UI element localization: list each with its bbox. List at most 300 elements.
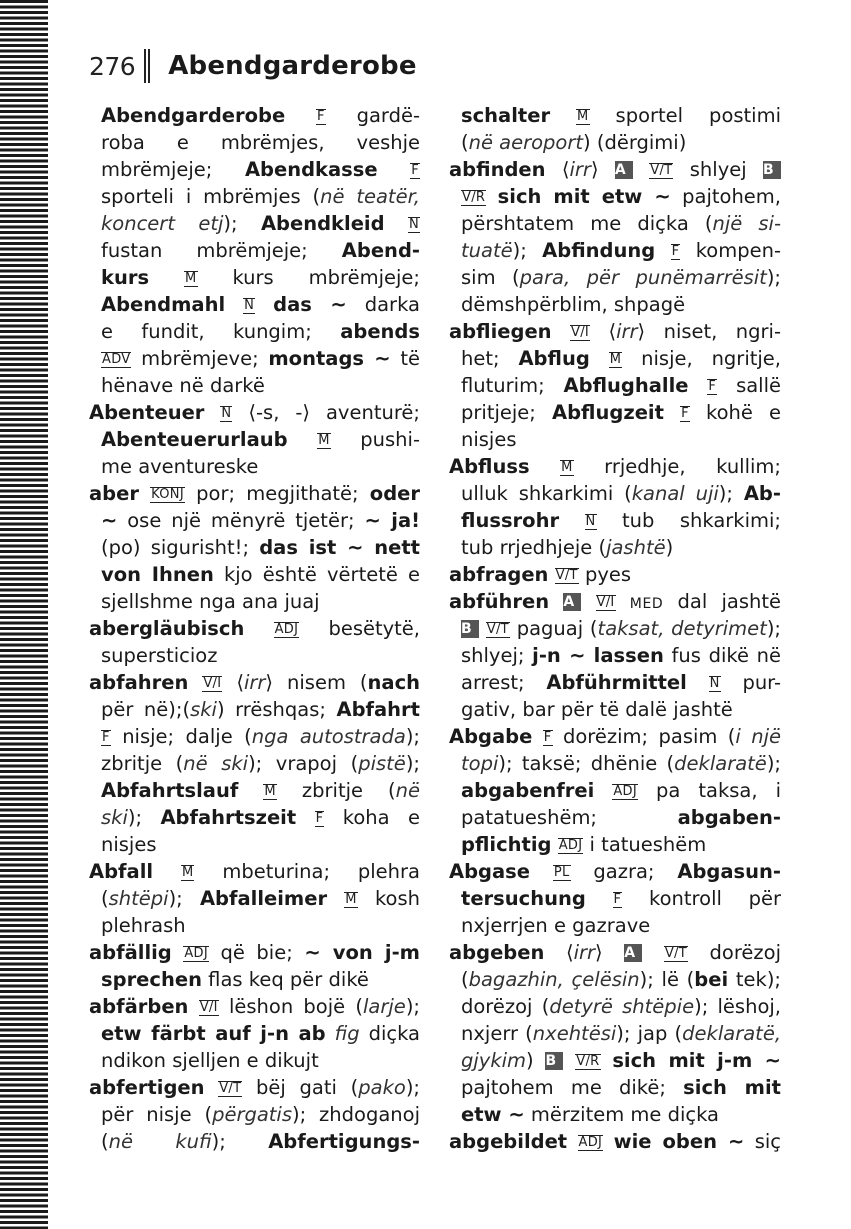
- bold-term: flussrohr: [461, 509, 560, 532]
- grammar-tag: ADJ: [578, 1135, 603, 1150]
- text: kohë e: [689, 401, 782, 424]
- text: patatueshëm;: [461, 806, 678, 829]
- text: [590, 347, 609, 370]
- entry-continuation-line: [449, 426, 781, 453]
- text: [288, 428, 318, 451]
- entry-continuation-line: [89, 129, 420, 156]
- grammar-tag: F: [315, 811, 324, 826]
- bold-term: schalter: [461, 104, 551, 127]
- bold-term: abfahren: [89, 671, 189, 694]
- grammar-tag: V/I: [571, 325, 590, 340]
- text: [581, 590, 595, 613]
- text: [378, 158, 411, 181]
- bold-term: Abfall: [89, 860, 154, 883]
- entry-continuation-line: [89, 507, 420, 534]
- text: ) rrëshqas;: [216, 698, 337, 721]
- text: ): [526, 1049, 546, 1072]
- entry-continuation-line: [89, 1020, 420, 1047]
- bold-term: abfärben: [89, 995, 189, 1018]
- bold-term: ~ ja!: [364, 509, 420, 532]
- text: );: [405, 995, 420, 1018]
- italic-gloss: topi: [461, 752, 499, 775]
- text: besëtytë,: [299, 617, 420, 640]
- text: [655, 239, 670, 262]
- text: sporteli i mbrëmjes (: [101, 185, 321, 208]
- bold-term: abends: [340, 320, 420, 343]
- grammar-tag: F: [543, 730, 552, 745]
- text: nisje, ngritje,: [622, 347, 781, 370]
- bold-term: ~: [101, 509, 118, 532]
- bold-term: Abendgarderobe: [101, 104, 286, 127]
- entry-headword-line: [89, 480, 420, 507]
- text: pur-: [720, 671, 781, 694]
- text: ): [665, 536, 674, 559]
- grammar-tag: M: [561, 460, 573, 475]
- sense-label-box: A: [624, 944, 642, 962]
- entry-continuation-line: [89, 534, 420, 561]
- italic-gloss: irr: [569, 158, 591, 181]
- sense-label-box: A: [615, 161, 633, 179]
- text: sallë: [717, 374, 782, 397]
- bold-term: Abgase: [449, 860, 530, 883]
- grammar-tag: V/I: [199, 1000, 218, 1015]
- left-column: [89, 102, 420, 1155]
- text: [149, 266, 184, 289]
- italic-gloss: në teatër,: [320, 185, 420, 208]
- bold-term: Abendkleid: [260, 212, 385, 235]
- text: );: [211, 1130, 269, 1153]
- entry-headword-line: [449, 561, 781, 588]
- text: e fundit, kungim;: [101, 320, 341, 343]
- entry-continuation-line: [449, 1020, 781, 1047]
- italic-gloss: në kufi: [108, 1130, 212, 1153]
- grammar-tag: F: [411, 163, 419, 178]
- grammar-tag: M: [577, 109, 589, 124]
- italic-gloss: gjykim: [461, 1049, 527, 1072]
- text: ); jap (: [616, 1022, 683, 1045]
- entry-continuation-line: [89, 750, 420, 777]
- text: );: [766, 266, 781, 289]
- italic-gloss: pistë: [358, 752, 406, 775]
- text: me aventureske: [101, 455, 259, 478]
- text: dorëzoj (: [461, 995, 550, 1018]
- text: gardë-: [325, 104, 420, 127]
- text: [296, 806, 314, 829]
- text: [586, 887, 613, 910]
- text: i tatueshëm: [583, 833, 707, 856]
- italic-gloss: në aeroport: [468, 131, 584, 154]
- grammar-tag: ADJ: [558, 838, 583, 853]
- bold-term: Abenteuer: [89, 401, 205, 424]
- text: shlyej;: [461, 644, 533, 667]
- text: siç: [744, 1130, 782, 1153]
- entry-continuation-line: [449, 831, 781, 858]
- entry-headword-line: [89, 669, 420, 696]
- text: ⟨: [222, 671, 244, 694]
- grammar-tag: N: [244, 298, 255, 313]
- italic-gloss: përgatis: [212, 1103, 293, 1126]
- italic-gloss: irr: [243, 671, 266, 694]
- text: tek);: [728, 968, 781, 991]
- bold-term: Abendkasse: [244, 158, 378, 181]
- domain-label: MED: [629, 596, 664, 612]
- text: ⟩ nisem (: [265, 671, 368, 694]
- text: ); vrapoj (: [248, 752, 359, 775]
- entry-headword-line: [449, 318, 781, 345]
- bold-term: aber: [89, 482, 139, 505]
- header-separator: [144, 49, 150, 83]
- grammar-tag: F: [671, 244, 680, 259]
- text: [327, 887, 344, 910]
- entry-headword-line: [89, 939, 420, 966]
- grammar-tag: M: [185, 271, 197, 286]
- entry-continuation-line: [89, 291, 420, 318]
- entry-headword-line: [449, 723, 781, 750]
- text: ); lëshoj,: [694, 995, 781, 1018]
- entry-headword-line: [449, 156, 781, 183]
- entry-continuation-line: [449, 102, 781, 129]
- bold-term: Abendmahl: [101, 293, 226, 316]
- text: lëshon bojë (: [218, 995, 363, 1018]
- text: [687, 671, 709, 694]
- bold-term: Abfalleimer: [199, 887, 328, 910]
- grammar-tag: KONJ: [151, 487, 184, 502]
- entry-continuation-line: [89, 264, 420, 291]
- text: );: [766, 617, 781, 640]
- text: [567, 1130, 577, 1153]
- entry-headword-line: [89, 399, 420, 426]
- text: (: [461, 131, 469, 154]
- grammar-tag: M: [318, 433, 330, 448]
- text: [530, 455, 561, 478]
- text: [285, 104, 316, 127]
- text: që bie;: [208, 941, 305, 964]
- text: sportel postimi: [589, 104, 782, 127]
- entry-continuation-line: [89, 588, 420, 615]
- bold-term: abfällig: [89, 941, 172, 964]
- text: fluturim;: [461, 374, 564, 397]
- text: paguaj (: [509, 617, 598, 640]
- page-header: [89, 46, 417, 86]
- text: ); zhdoganoj: [292, 1103, 420, 1126]
- entry-continuation-line: [89, 1128, 420, 1155]
- right-column: [449, 102, 781, 1155]
- text: [188, 995, 198, 1018]
- bold-term: abfliegen: [449, 320, 552, 343]
- grammar-tag: M: [609, 352, 622, 367]
- text: [255, 293, 273, 316]
- italic-gloss: në ski: [183, 752, 249, 775]
- bold-term: abgaben-: [677, 806, 781, 829]
- text: kurs mbrëmjeje;: [197, 266, 420, 289]
- italic-gloss: një si-: [712, 212, 781, 235]
- bold-term: abergläubisch: [89, 617, 245, 640]
- entry-continuation-line: [449, 534, 781, 561]
- entry-headword-line: [449, 858, 781, 885]
- text: zbritje (: [101, 752, 184, 775]
- text: [642, 941, 664, 964]
- page-number: 276: [89, 51, 136, 81]
- bold-term: von Ihnen: [101, 563, 214, 586]
- text: pritjeje;: [461, 401, 552, 424]
- text: [479, 617, 486, 640]
- italic-gloss: kanal uji: [631, 482, 719, 505]
- text: gazra;: [570, 860, 678, 883]
- text: [238, 779, 263, 802]
- text: nxjerrjen e gazrave: [461, 914, 651, 937]
- entry-continuation-line: [449, 642, 781, 669]
- entry-continuation-line: [89, 696, 420, 723]
- text: mërzitem me diçka: [524, 1103, 720, 1126]
- entry-headword-line: [449, 1128, 781, 1155]
- italic-gloss: irr: [616, 320, 638, 343]
- text: pajtohem me dikë;: [461, 1076, 684, 1099]
- italic-gloss: në: [395, 779, 420, 802]
- text: ⟨: [544, 941, 574, 964]
- text: për në);(: [101, 698, 191, 721]
- entry-continuation-line: [89, 966, 420, 993]
- bold-term: Abfindung: [542, 239, 656, 262]
- italic-gloss: deklaratë,: [682, 1022, 782, 1045]
- italic-gloss: detyrë shtëpie: [549, 995, 695, 1018]
- entry-continuation-line: [89, 723, 420, 750]
- italic-gloss: nga autostrada: [251, 725, 406, 748]
- entry-continuation-line: [89, 156, 420, 183]
- entry-continuation-line: [449, 777, 781, 804]
- text: pyes: [578, 563, 632, 586]
- italic-gloss: bagazhin, çelësin: [468, 968, 640, 991]
- bold-term: abfragen: [449, 563, 549, 586]
- text: dorëzoj: [687, 941, 782, 964]
- entry-continuation-line: [449, 696, 781, 723]
- entry-continuation-line: [89, 210, 420, 237]
- bold-term: sprechen: [101, 968, 202, 991]
- text: fus dikë në: [663, 644, 781, 667]
- italic-gloss: fig: [334, 1022, 360, 1045]
- bold-term: etw ~: [461, 1103, 525, 1126]
- bold-term: Abfahrtszeit: [160, 806, 297, 829]
- entry-continuation-line: [449, 1074, 781, 1101]
- text: shlyej: [673, 158, 764, 181]
- text: pa taksa, i: [637, 779, 781, 802]
- entry-continuation-line: [89, 426, 420, 453]
- italic-gloss: nxehtësi: [532, 1022, 617, 1045]
- text: por; megjithatë;: [184, 482, 370, 505]
- text: tub shkarkimi;: [596, 509, 781, 532]
- bold-term: pflichtig: [461, 833, 552, 856]
- text: darka: [346, 293, 420, 316]
- text: [326, 1022, 335, 1045]
- bold-term: kurs: [101, 266, 150, 289]
- entry-headword-line: [89, 1074, 420, 1101]
- italic-gloss: ski: [190, 698, 217, 721]
- grammar-tag: ADJ: [613, 784, 637, 799]
- bold-term: Abfahrt: [336, 698, 420, 721]
- text: [530, 860, 553, 883]
- text: kontroll për: [622, 887, 781, 910]
- bold-term: Abflughalle: [563, 374, 689, 397]
- italic-gloss: taksat, detyrimet: [597, 617, 767, 640]
- bold-term: abgeben: [449, 941, 545, 964]
- text: [532, 725, 542, 748]
- text: [486, 185, 497, 208]
- bold-term: sich mit: [683, 1076, 781, 1099]
- entry-headword-line: [449, 939, 781, 966]
- italic-gloss: ski: [101, 806, 128, 829]
- entry-continuation-line: [89, 345, 420, 372]
- entry-continuation-line: [89, 642, 420, 669]
- text: sim (: [461, 266, 520, 289]
- entry-continuation-line: [449, 993, 781, 1020]
- text: ose një mënyrë tjetër;: [117, 509, 365, 532]
- text: mbrëmjeve;: [131, 347, 269, 370]
- bold-term: das ist ~ nett: [259, 536, 420, 559]
- bold-term: abgebildet: [449, 1130, 568, 1153]
- grammar-tag: M: [264, 784, 276, 799]
- text: [563, 1049, 575, 1072]
- entry-continuation-line: [449, 912, 781, 939]
- italic-gloss: larje: [363, 995, 406, 1018]
- sense-label-box: A: [563, 593, 581, 611]
- bold-term: nach: [367, 671, 421, 694]
- bold-term: wie oben ~: [613, 1130, 745, 1153]
- bold-term: etw färbt auf j-n ab: [101, 1022, 326, 1045]
- bold-term: bei: [694, 968, 729, 991]
- entry-continuation-line: [449, 264, 781, 291]
- text: );: [168, 887, 200, 910]
- grammar-tag: V/T: [219, 1081, 242, 1096]
- bold-term: Abführmittel: [546, 671, 687, 694]
- entry-continuation-line: [449, 291, 781, 318]
- entry-continuation-line: [449, 804, 781, 831]
- bold-term: Abgasun-: [677, 860, 781, 883]
- text: );: [223, 212, 261, 235]
- italic-gloss: para, për punëmarrësit: [519, 266, 767, 289]
- text: [204, 401, 220, 424]
- entry-continuation-line: [89, 1101, 420, 1128]
- grammar-tag: V/I: [596, 595, 615, 610]
- bold-term: Abfahrtslauf: [101, 779, 239, 802]
- entry-continuation-line: [89, 237, 420, 264]
- text: arrest;: [461, 671, 547, 694]
- grammar-tag: V/T: [650, 163, 673, 178]
- bold-term: Abenteuerurlaub: [101, 428, 288, 451]
- entry-continuation-line: [89, 102, 420, 129]
- entry-headword-line: [449, 588, 781, 615]
- entry-continuation-line: [449, 615, 781, 642]
- bold-term: abgabenfrei: [461, 779, 595, 802]
- text: flas keq për dikë: [201, 968, 369, 991]
- text: [633, 158, 649, 181]
- entry-continuation-line: [89, 318, 420, 345]
- text: );: [766, 752, 781, 775]
- text: ⟩ niset, ngri-: [637, 320, 782, 343]
- bold-term: j-n ~ lassen: [532, 644, 664, 667]
- text: ) (dërgimi): [583, 131, 687, 154]
- text: supersticioz: [101, 644, 218, 667]
- text: diçka: [359, 1022, 421, 1045]
- text: (po) sigurisht!;: [101, 536, 260, 559]
- italic-gloss: pako: [358, 1076, 406, 1099]
- grammar-tag: M: [181, 865, 194, 880]
- entry-headword-line: [89, 615, 420, 642]
- text: [205, 1076, 219, 1099]
- text: ⟩: [590, 158, 615, 181]
- text: pajtohem,: [670, 185, 781, 208]
- entry-continuation-line: [89, 804, 420, 831]
- text: ⟩: [595, 941, 625, 964]
- grammar-tag: F: [317, 109, 325, 124]
- entry-continuation-line: [449, 1047, 781, 1074]
- italic-gloss: koncert etj: [101, 212, 224, 235]
- text: të: [390, 347, 420, 370]
- italic-gloss: deklaratë: [674, 752, 767, 775]
- text: tub rrjedhjeje (: [461, 536, 607, 559]
- text: );: [405, 1076, 420, 1099]
- text: [603, 1130, 613, 1153]
- text: pushi-: [330, 428, 420, 451]
- text: ndikon sjelljen e dikujt: [101, 1049, 319, 1072]
- bold-term: Abend-: [341, 239, 420, 262]
- text: nxjerr (: [461, 1022, 533, 1045]
- text: sjellshme nga ana juaj: [101, 590, 320, 613]
- text: );: [718, 482, 744, 505]
- text: bëj gati (: [242, 1076, 359, 1099]
- italic-gloss: tuatë: [461, 239, 513, 262]
- bold-term: tersuchung: [461, 887, 586, 910]
- text: [594, 779, 612, 802]
- text: [664, 401, 680, 424]
- text: [225, 293, 243, 316]
- text: );: [512, 239, 543, 262]
- text: [244, 617, 273, 640]
- sense-label-box: B: [545, 1052, 563, 1070]
- entry-headword-line: [449, 453, 781, 480]
- entry-continuation-line: [449, 345, 781, 372]
- text: përshtatem me diçka (: [461, 212, 713, 235]
- grammar-tag: N: [709, 676, 720, 691]
- text: [172, 941, 184, 964]
- grammar-tag: PL: [553, 865, 570, 880]
- entry-continuation-line: [89, 561, 420, 588]
- grammar-tag: V/T: [664, 946, 687, 961]
- italic-gloss: irr: [573, 941, 596, 964]
- sense-label-box: B: [763, 161, 781, 179]
- text: gativ, bar për të dalë jashtë: [461, 698, 733, 721]
- text: );: [405, 725, 420, 748]
- grammar-tag: V/T: [486, 622, 509, 637]
- bold-term: abführen: [449, 590, 550, 613]
- entry-continuation-line: [449, 372, 781, 399]
- text: [616, 590, 630, 613]
- text: ⟨: [590, 320, 617, 343]
- entry-headword-line: [89, 858, 420, 885]
- grammar-tag: V/I: [203, 676, 222, 691]
- text: ⟨-s, -⟩ aventurë;: [232, 401, 420, 424]
- grammar-tag: F: [102, 730, 110, 745]
- entry-continuation-line: [89, 885, 420, 912]
- grammar-tag: ADJ: [274, 622, 299, 637]
- text: [385, 212, 408, 235]
- text: kjo është vërtetë e: [213, 563, 420, 586]
- grammar-tag: F: [708, 379, 717, 394]
- entry-continuation-line: [449, 507, 781, 534]
- text: dorëzim; pasim (: [552, 725, 736, 748]
- text: zbritje (: [276, 779, 396, 802]
- entry-continuation-line: [449, 129, 781, 156]
- text: [153, 860, 181, 883]
- text: [559, 509, 584, 532]
